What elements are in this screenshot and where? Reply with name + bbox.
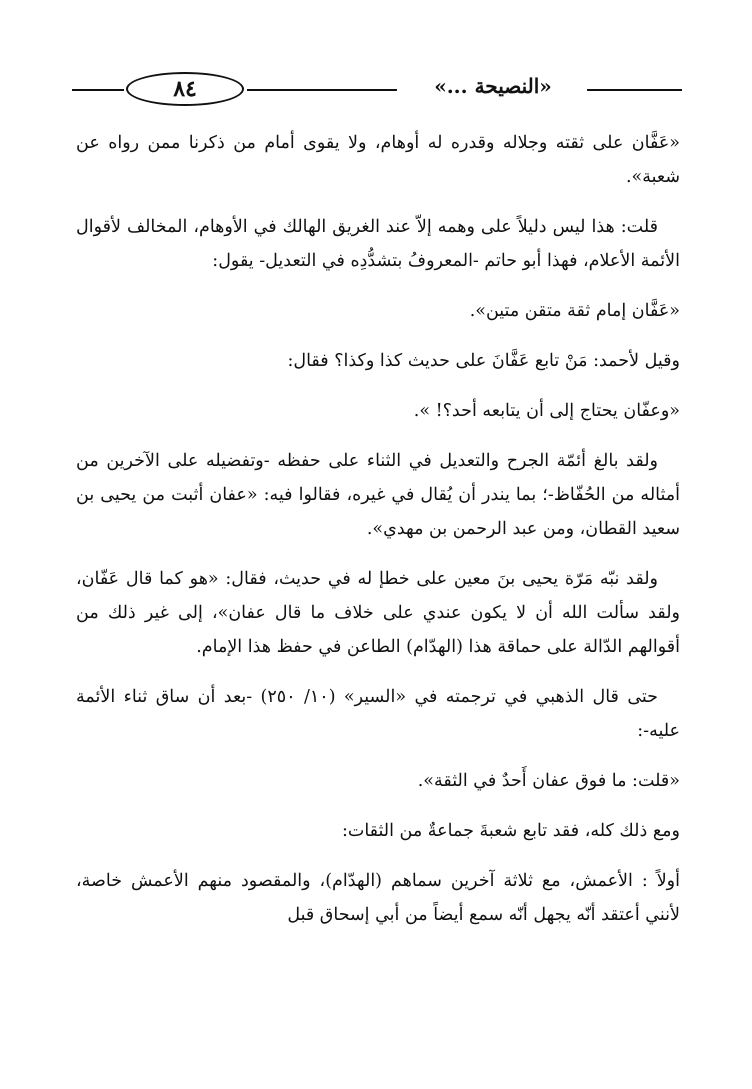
paragraph-praise: ولقد بالغ أئمّة الجرح والتعديل في الثناء على حفظه -وتفضيله على الآخرين من أمثاله من الحُفّاظ-؛ بما يندر أن يُقال في غيره، فقالوا فيه: «عفان أثبت من يحيى بن سعيد القطان، ومن عبد الرحمن بن مهدي».: [76, 451, 680, 539]
paragraph-quote-affan: «عَفَّان على ثقته وجلاله وقدره له أوهام، ولا يقوى أمام من ذكرنا ممن رواه عن شعبة».: [76, 133, 680, 187]
paragraph-quote-abu-hatim: «عَفَّان إمام ثقة متقن متين».: [469, 301, 680, 321]
paragraph-mutaba: ومع ذلك كله، فقد تابع شعبةَ جماعةٌ من الثقات:: [341, 821, 680, 841]
paragraph-quote-dhahabi: «قلت: ما فوق عفان أَحدٌ في الثقة».: [417, 771, 680, 791]
paragraph-qultu: قلت: هذا ليس دليلاً على وهمه إلاّ عند الغريق الهالك في الأوهام، المخالف لأقوال الأئمة الأعلام، فهذا أبو حاتم -المعروفُ بتشدُّدِه في التعديل- يقول:: [76, 217, 680, 271]
paragraph-ahmad-question: وقيل لأحمد: مَنْ تابع عَفَّانَ على حديث كذا وكذا؟ فقال:: [287, 351, 680, 371]
page-header: [72, 70, 682, 110]
header-rule-left: [72, 89, 124, 91]
paragraph-awwalan: أولاً : الأعمش، مع ثلاثة آخرين سماهم (الهدّام)، والمقصود منهم الأعمش خاصة، لأنني أعتقد أنّه يجهل أنّه سمع أيضاً من أبي إسحاق قبل: [76, 871, 680, 925]
body-text: [76, 126, 680, 948]
paragraph-quote-ahmad: «وعفّان يحتاج إلى أن يتابعه أحد؟! ».: [413, 401, 680, 421]
page-number: ٨٤: [126, 72, 244, 106]
running-title: «النصيحة ...»: [434, 74, 552, 98]
paragraph-yahya: ولقد نبّه مَرّة يحيى بنَ معين على خطإ له في حديث، فقال: «هو كما قال عَفّان، ولقد سألت الله أن لا يكون عندي على خلاف ما قال عفان»، إلى غير ذلك من أقوالهم الدّالة على حماقة هذا (الهدّام) الطاعن في حفظ هذا الإمام.: [76, 569, 680, 657]
paragraph-dhahabi: حتى قال الذهبي في ترجمته في «السير» (١٠/ ٢٥٠) -بعد أن ساق ثناء الأئمة عليه-:: [76, 687, 680, 741]
header-rule-right: [587, 89, 682, 91]
header-rule-middle: [247, 89, 397, 91]
